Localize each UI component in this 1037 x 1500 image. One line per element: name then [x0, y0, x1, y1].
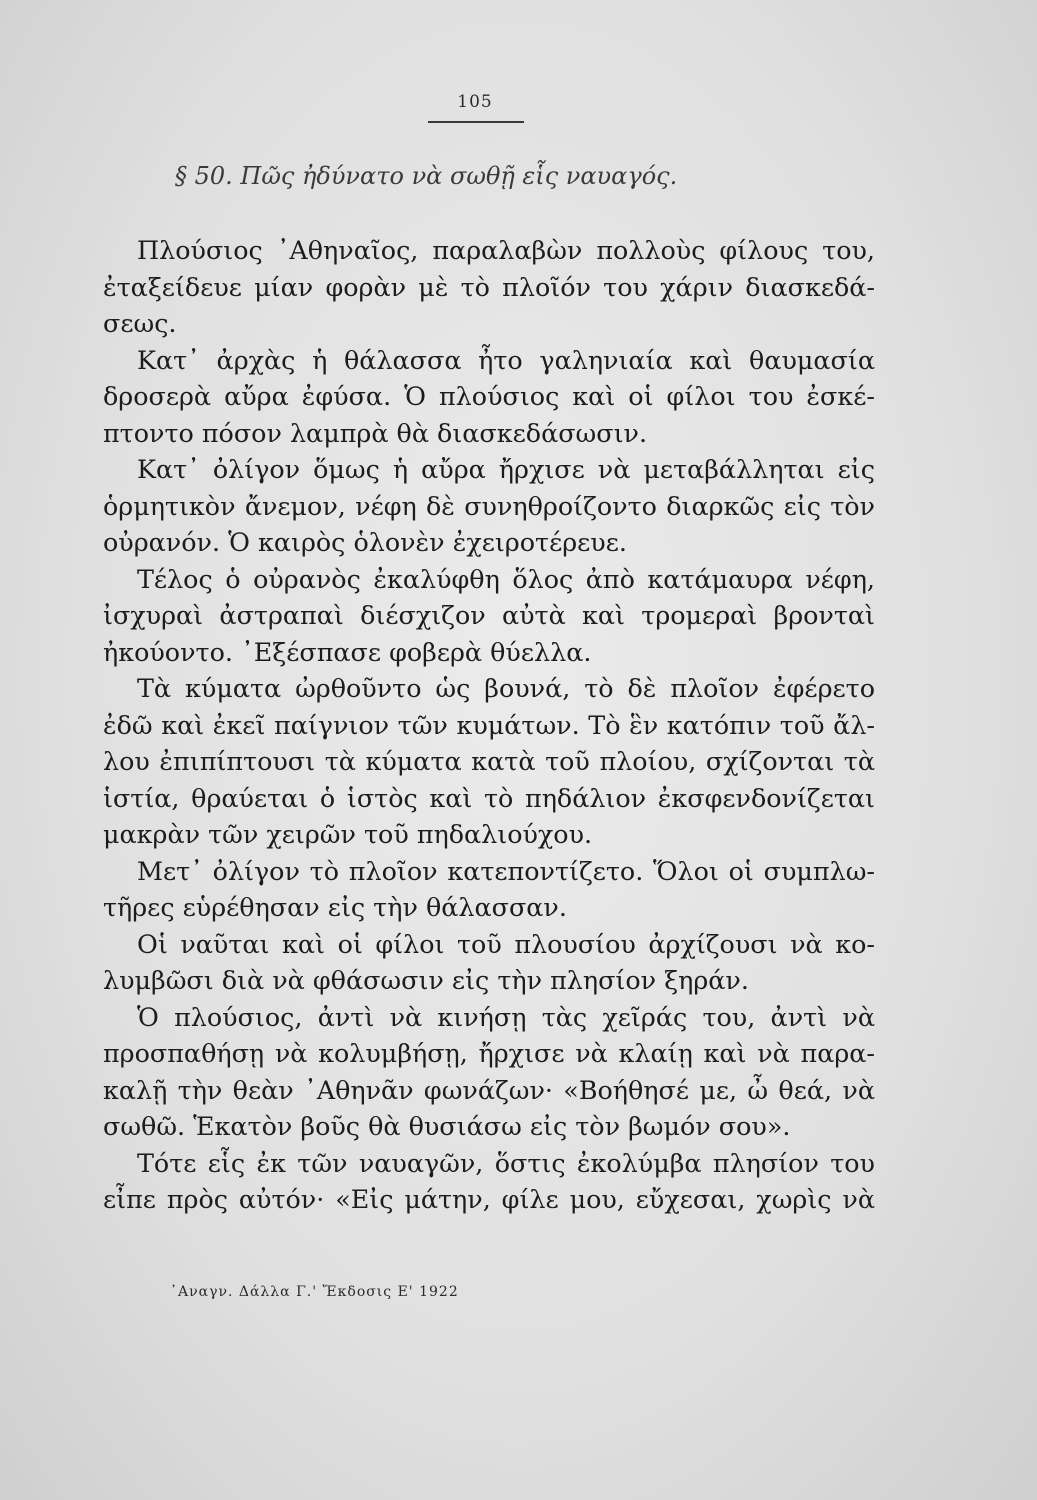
- text-line: ἰσχυραὶ ἀστραπαὶ διέσχιζον αὐτὰ καὶ τρομεραὶ βρονταὶ: [103, 600, 875, 630]
- page-number-rule: [428, 121, 524, 123]
- text-line: λου ἐπιπίπτουσι τὰ κύματα κατὰ τοῦ πλοίου, σχίζονται τὰ: [103, 746, 875, 776]
- text-line: Τὰ κύματα ὠρθοῦντο ὡς βουνά, τὸ δὲ πλοῖον ἐφέρετο: [137, 673, 875, 703]
- section-heading: § 50. Πῶς ἠδύνατο νὰ σωθῇ εἷς ναυαγός.: [175, 162, 678, 190]
- page-number: 105: [457, 92, 493, 112]
- text-line: ἠκούοντο. ᾿Εξέσπασε φοβερὰ θύελλα.: [103, 636, 592, 667]
- text-line: Τότε εἷς ἐκ τῶν ναυαγῶν, ὅστις ἐκολύμβα πλησίον του: [137, 1147, 875, 1178]
- text-line: Τέλος ὁ οὐρανὸς ἐκαλύφθη ὅλος ἀπὸ κατάμαυρα νέφη,: [137, 563, 875, 594]
- body-text: [103, 232, 875, 1218]
- text-line: ἱστία, θραύεται ὁ ἱστὸς καὶ τὸ πηδάλιον ἐκσφενδονίζεται: [103, 782, 875, 813]
- text-line: καλῇ τὴν θεὰν ᾿Αθηνᾶν φωνάζων· «Βοήθησέ με, ὦ θεά, νὰ: [103, 1074, 875, 1105]
- text-line: ὁρμητικὸν ἄνεμον, νέφη δὲ συνηθροίζοντο διαρκῶς εἰς τὸν: [103, 490, 875, 521]
- text-line: πτοντο πόσον λαμπρὰ θὰ διασκεδάσωσιν.: [103, 417, 648, 448]
- text-line: Μετ᾿ ὀλίγον τὸ πλοῖον κατεποντίζετο. Ὅλοι οἱ συμπλω-: [137, 855, 875, 886]
- text-line: τῆρες εὑρέθησαν εἰς τὴν θάλασσαν.: [103, 892, 567, 922]
- text-line: ἐταξείδευε μίαν φορὰν μὲ τὸ πλοῖόν του χάριν διασκεδά-: [103, 271, 875, 302]
- text-line: οὐρανόν. Ὁ καιρὸς ὁλονὲν ἐχειροτέρευε.: [103, 527, 627, 557]
- text-line: Κατ᾿ ὀλίγον ὅμως ἡ αὔρα ἤρχισε νὰ μεταβάλληται εἰς: [137, 454, 875, 484]
- footer-note: ᾿Αναγν. Δάλλα Γ.' Ἔκδοσις Ε' 1922: [170, 1284, 459, 1300]
- text-line: Οἱ ναῦται καὶ οἱ φίλοι τοῦ πλουσίου ἀρχίζουσι νὰ κο-: [137, 928, 875, 959]
- text-line: δροσερὰ αὔρα ἐφύσα. Ὁ πλούσιος καὶ οἱ φίλοι του ἐσκέ-: [103, 381, 875, 411]
- text-line: προσπαθήσῃ νὰ κολυμβήσῃ, ἤρχισε νὰ κλαίῃ καὶ νὰ παρα-: [103, 1038, 875, 1068]
- text-line: λυμβῶσι διὰ νὰ φθάσωσιν εἰς τὴν πλησίον ξηράν.: [103, 965, 749, 995]
- text-line: σωθῶ. Ἑκατὸν βοῦς θὰ θυσιάσω εἰς τὸν βωμόν σου».: [103, 1111, 791, 1141]
- text-line: Πλούσιος ᾿Αθηναῖος, παραλαβὼν πολλοὺς φίλους του,: [137, 235, 875, 265]
- text-line: Κατ᾿ ἀρχὰς ἡ θάλασσα ἦτο γαληνιαία καὶ θαυμασία: [137, 344, 875, 375]
- text-line: εἶπε πρὸς αὐτόν· «Εἰς μάτην, φίλε μου, εὔχεσαι, χωρὶς νὰ: [103, 1184, 875, 1214]
- text-line: σεως.: [103, 308, 177, 338]
- text-line: μακρὰν τῶν χειρῶν τοῦ πηδαλιούχου.: [103, 819, 593, 849]
- text-line: ἐδῶ καὶ ἐκεῖ παίγνιον τῶν κυμάτων. Τὸ ἓν κατόπιν τοῦ ἄλ-: [103, 709, 875, 740]
- text-line: Ὁ πλούσιος, ἀντὶ νὰ κινήσῃ τὰς χεῖράς του, ἀντὶ νὰ: [137, 1001, 875, 1032]
